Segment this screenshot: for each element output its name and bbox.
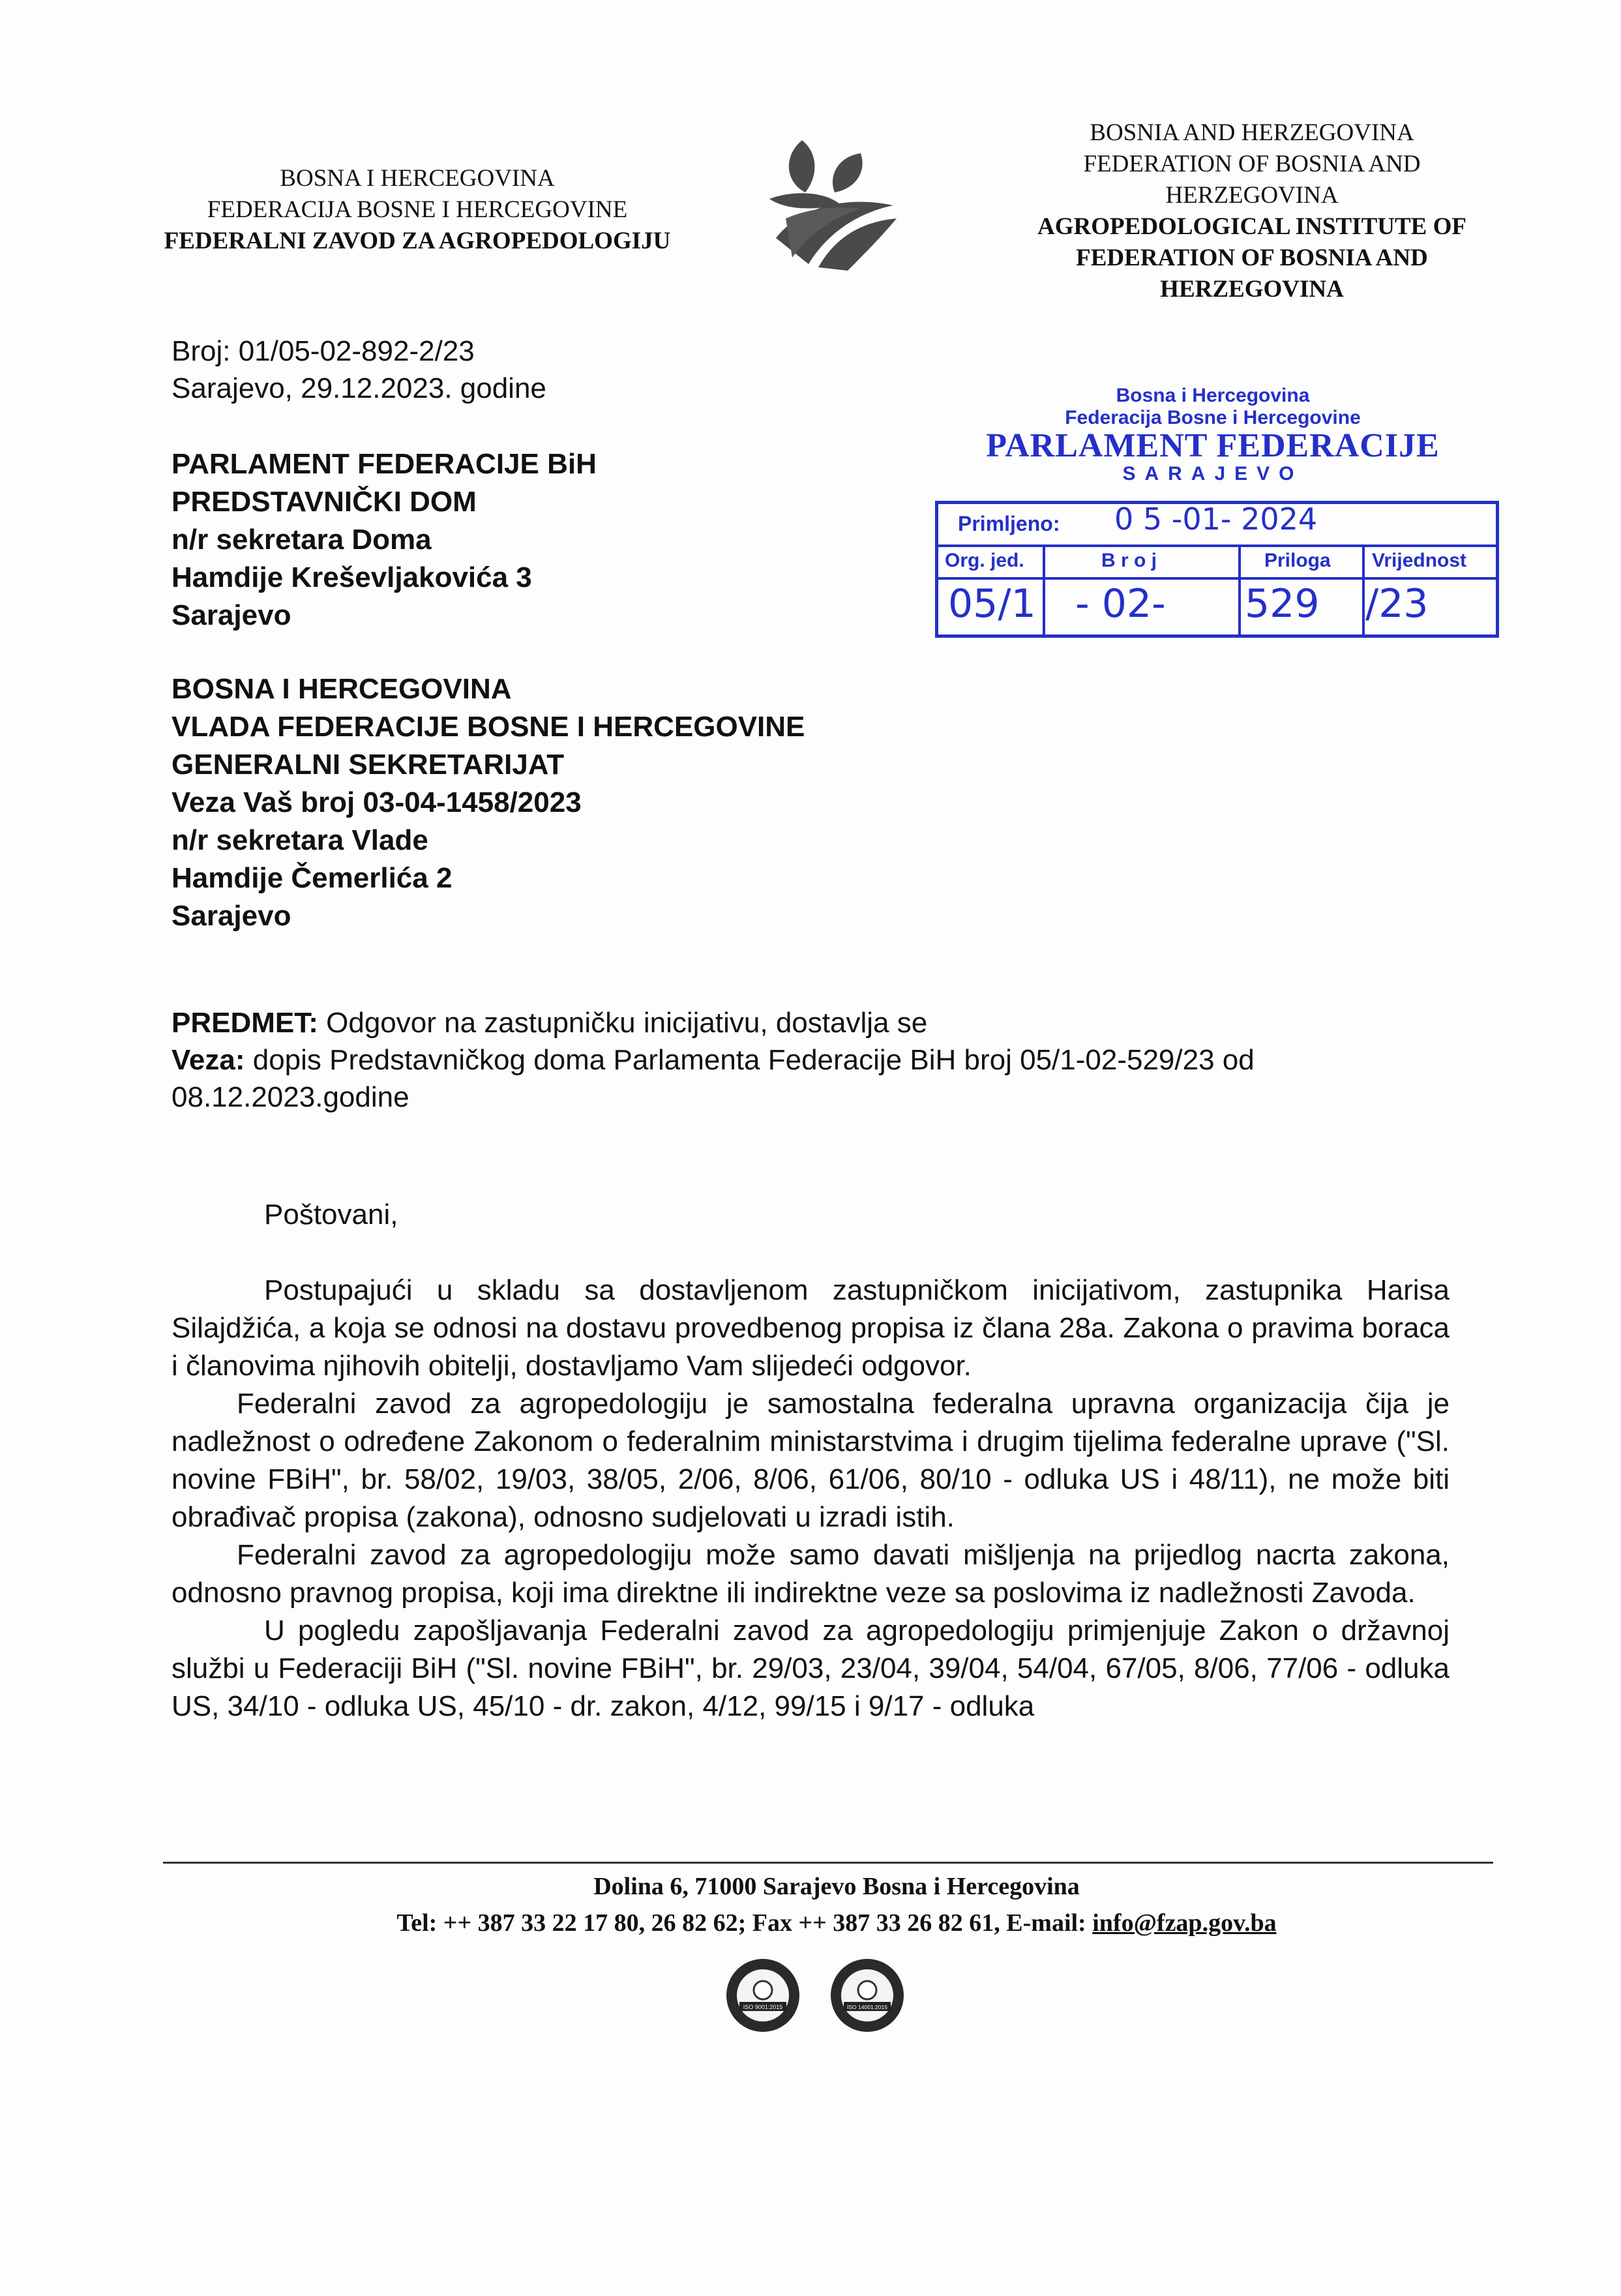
reference-label: Veza:: [171, 1044, 245, 1076]
iso-9001-badge-icon: [724, 1956, 802, 2035]
stamp-val-prilog: 529: [1245, 581, 1320, 627]
subject-block: [171, 1004, 1463, 1116]
recipient-line: PREDSTAVNIČKI DOM: [171, 486, 477, 518]
stamp-received-label: Primljeno:: [958, 512, 1060, 535]
body-paragraph: Federalni zavod za agropedologiju je samostalna federalna upravna organizacija čija je nadležnost o određene Zakonom o federalnim ministarstvima i drugim tijelima federalne uprave ("Sl. novine FBiH", br. 58/02, 19/03, 38/05, 2/06, 8/06, 61/06, 80/10 - odluka US i 48/11), ne može biti obrađivač propisa (zakona), odnosno sudjelovati u izradi istih.: [171, 1388, 1450, 1533]
stamp-col-vrijednost: Vrijednost: [1372, 550, 1467, 571]
stamp-val-broj: - 02-: [1075, 581, 1166, 627]
header-right-line-4: AGROPEDOLOGICAL INSTITUTE OF: [1037, 213, 1466, 240]
recipient-line: n/r sekretara Doma: [171, 524, 432, 556]
cert-1-label: ISO 9001:2015: [743, 2004, 783, 2010]
footer-contact-line: [171, 1905, 1502, 1941]
recipient-line: Hamdije Kreševljakovića 3: [171, 561, 532, 593]
subject-label: PREDMET:: [171, 1007, 318, 1039]
stamp-box: [935, 501, 1499, 638]
reference-text: dopis Predstavničkog doma Parlamenta Federacije BiH broj 05/1-02-529/23 od 08.12.2023.godine: [171, 1044, 1255, 1113]
recipient-line: GENERALNI SEKRETARIJAT: [171, 749, 565, 781]
subject-line: [171, 1004, 1463, 1041]
document-number: Broj: 01/05-02-892-2/23: [171, 335, 475, 367]
header-right-line-6: HERZEGOVINA: [1160, 276, 1344, 303]
footer-email-link[interactable]: info@fzap.gov.ba: [1092, 1909, 1277, 1937]
recipient-line: Sarajevo: [171, 599, 291, 631]
body-paragraph: Federalni zavod za agropedologiju može samo davati mišljenja na prijedlog nacrta zakona, odnosno pravnog propisa, koji ima direktne ili indirektne veze sa poslovima iz nadležnosti Zavoda.: [171, 1539, 1450, 1609]
stamp-val-vrijednost: /23: [1365, 581, 1429, 627]
recipient-parliament: [171, 445, 597, 634]
document-date: Sarajevo, 29.12.2023. godine: [171, 372, 546, 404]
header-left: [124, 163, 711, 257]
footer-address: Dolina 6, 71000 Sarajevo Bosna i Hercegovina: [593, 1873, 1080, 1900]
footer: [171, 1868, 1502, 1941]
header-right-line-2: FEDERATION OF BOSNIA AND: [1083, 151, 1421, 177]
agropedology-logo: [756, 127, 906, 277]
stamp-col-broj: B r o j: [1101, 550, 1157, 571]
letter-body: [171, 1272, 1450, 1725]
body-paragraph: U pogledu zapošljavanja Federalni zavod za agropedologiju primjenjuje Zakon o državnoj službi u Federaciji BiH ("Sl. novine FBiH", br. 29/03, 23/04, 39/04, 54/04, 67/05, 8/06, 77/06 - odluka US, 34/10 - odluka US, 45/10 - dr. zakon, 4/12, 99/15 i 9/17 - odluka: [171, 1615, 1450, 1722]
recipient-line: Veza Vaš broj 03-04-1458/2023: [171, 786, 582, 818]
stamp-line-3: PARLAMENT FEDERACIJE: [986, 427, 1440, 464]
recipient-line: n/r sekretara Vlade: [171, 824, 428, 856]
stamp-col-org: Org. jed.: [945, 550, 1024, 571]
cert-2-label: ISO 14001:2015: [847, 2004, 887, 2010]
recipient-line: BOSNA I HERCEGOVINA: [171, 673, 512, 705]
stamp-line-4: SARAJEVO: [1122, 463, 1303, 485]
stamp-row-divider: [938, 544, 1496, 547]
header-right: [959, 117, 1545, 305]
stamp-header: [978, 385, 1448, 485]
footer-contact: Tel: ++ 387 33 22 17 80, 26 82 62; Fax ++ 387 33 26 82 61, E-mail:: [396, 1909, 1093, 1937]
footer-divider: [163, 1862, 1493, 1864]
header-left-line-1: BOSNA I HERCEGOVINA: [280, 165, 555, 192]
stamp-col-divider: [1043, 544, 1045, 634]
header-left-line-2: FEDERACIJA BOSNE I HERCEGOVINE: [207, 196, 628, 223]
header-right-line-3: HERZEGOVINA: [1165, 182, 1339, 209]
recipient-line: Sarajevo: [171, 900, 291, 932]
greeting: Poštovani,: [264, 1199, 398, 1230]
recipient-line: VLADA FEDERACIJE BOSNE I HERCEGOVINE: [171, 711, 805, 743]
recipient-government: [171, 670, 805, 935]
recipient-line: PARLAMENT FEDERACIJE BiH: [171, 448, 597, 480]
stamp-val-org: 05/1: [948, 581, 1036, 627]
stamp-line-2: Federacija Bosne i Hercegovine: [1065, 407, 1361, 428]
header-right-line-5: FEDERATION OF BOSNIA AND: [1076, 245, 1428, 271]
recipient-line: Hamdije Čemerlića 2: [171, 862, 453, 894]
body-paragraph: Postupajući u skladu sa dostavljenom zastupničkom inicijativom, zastupnika Harisa Silajdžića, a koja se odnosi na dostavu provedbenog propisa iz člana 28a. Zakona o pravima boraca i članovima njihovih obitelji, dostavljamo Vam slijedeći odgovor.: [171, 1274, 1450, 1382]
received-stamp: [926, 385, 1500, 659]
stamp-col-divider: [1238, 544, 1241, 634]
reference-line: [171, 1041, 1463, 1116]
stamp-col-divider: [1362, 544, 1365, 634]
iso-14001-badge-icon: [828, 1956, 906, 2035]
header-left-line-3: FEDERALNI ZAVOD ZA AGROPEDOLOGIJU: [164, 228, 671, 254]
stamp-received-date: 0 5 -01- 2024: [1114, 501, 1318, 537]
header-right-line-1: BOSNIA AND HERZEGOVINA: [1090, 119, 1414, 146]
stamp-col-prilog: Priloga: [1264, 550, 1331, 571]
stamp-row-divider: [938, 577, 1496, 580]
document-meta: [171, 333, 546, 407]
subject-text: Odgovor na zastupničku inicijativu, dostavlja se: [318, 1007, 928, 1039]
stamp-line-1: Bosna i Hercegovina: [1116, 385, 1310, 406]
